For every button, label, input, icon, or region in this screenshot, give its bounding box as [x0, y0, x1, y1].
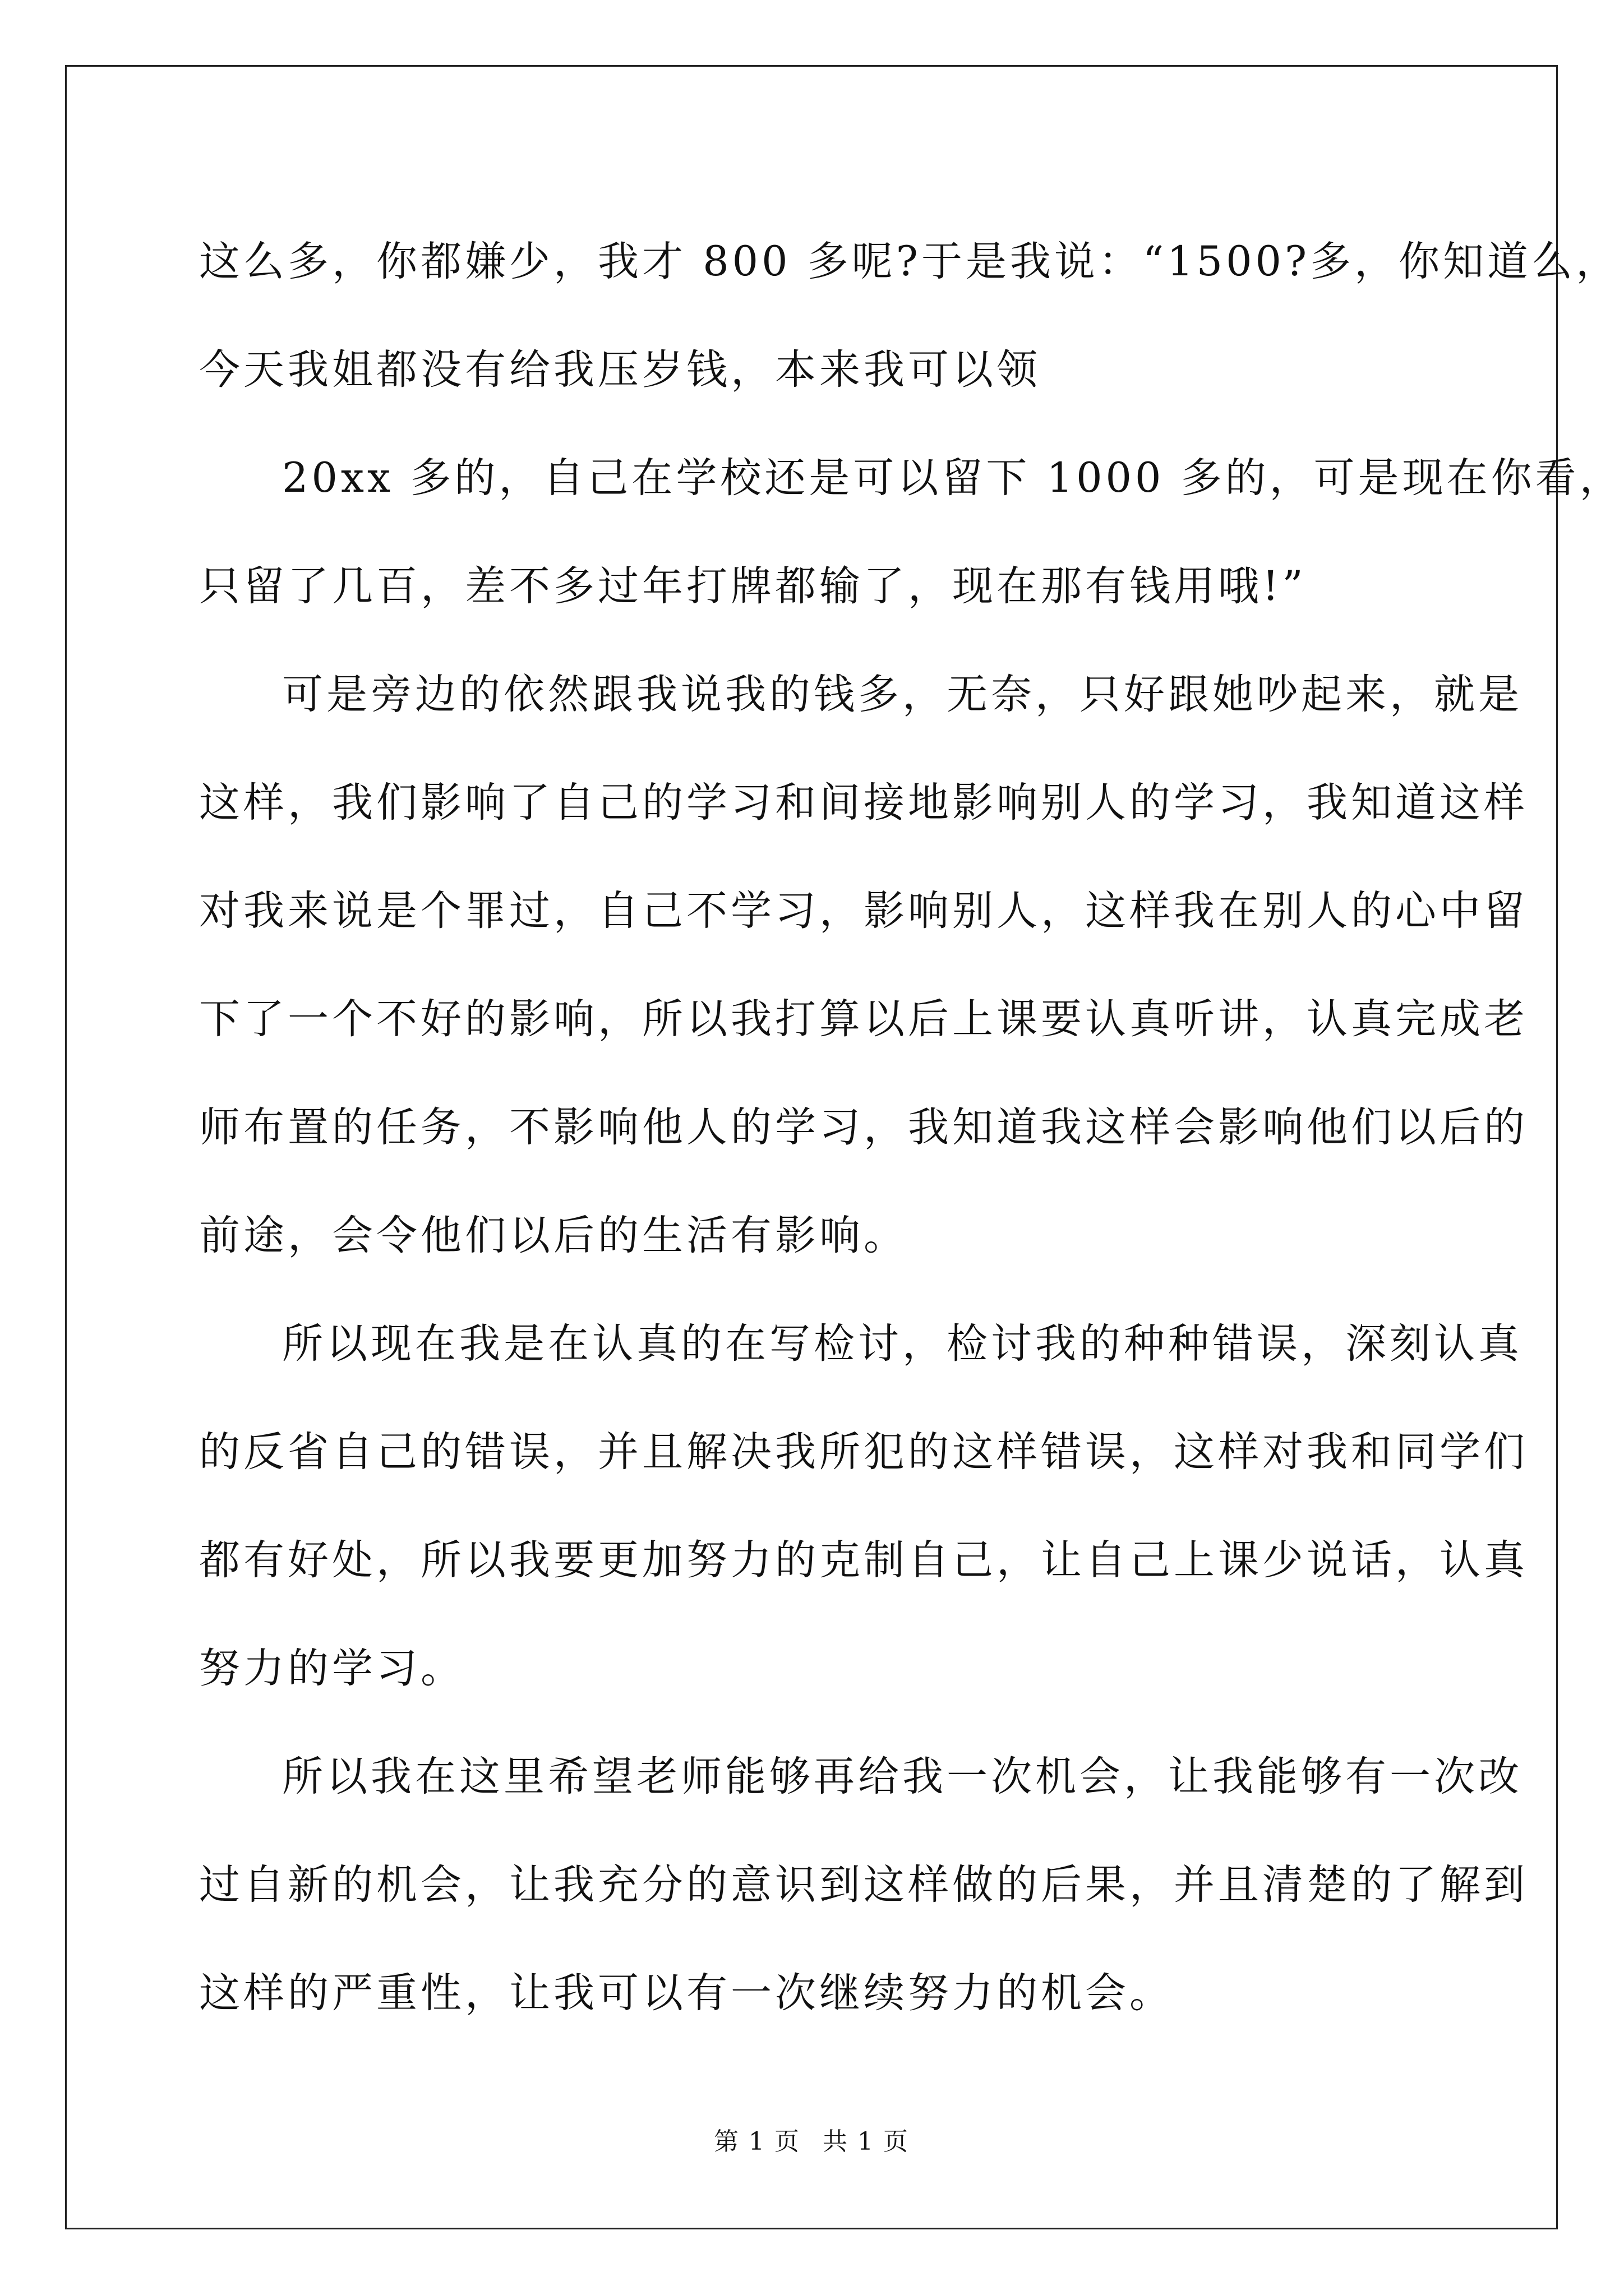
- text-line: 过自新的机会，让我充分的意识到这样做的后果，并且清楚的了解到: [199, 1861, 1528, 1909]
- text-line: 所以我在这里希望老师能够再给我一次机会，让我能够有一次改: [282, 1753, 1522, 1800]
- paragraph-4: [199, 1290, 1528, 1723]
- page-total: 共 1 页: [823, 2127, 909, 2156]
- text-line: 所以现在我是在认真的在写检讨，检讨我的种种错误，深刻认真: [282, 1320, 1522, 1368]
- text-line: 今天我姐都没有给我压岁钱，本来我可以领: [199, 346, 1041, 394]
- text-line: 20xx 多的，自己在学校还是可以留下 1000 多的，可是现在你看，: [282, 454, 1624, 502]
- text-line: 这么多，你都嫌少，我才 800 多呢?于是我说：“1500?多，你知道么，: [199, 238, 1621, 285]
- text-line: 这样的严重性，让我可以有一次继续努力的机会。: [199, 1969, 1174, 2017]
- paragraph-1: [199, 207, 1621, 424]
- text-line: 这样，我们影响了自己的学习和间接地影响别人的学习，我知道这样: [199, 779, 1528, 826]
- paragraph-3: [199, 640, 1528, 1290]
- text-line: 下了一个不好的影响，所以我打算以后上课要认真听讲，认真完成老: [199, 995, 1528, 1043]
- page-footer: [0, 2125, 1623, 2159]
- page-number: 第 1 页: [714, 2127, 800, 2156]
- text-line: 的反省自己的错误，并且解决我所犯的这样错误，这样对我和同学们: [199, 1428, 1528, 1476]
- text-line: 只留了几百，差不多过年打牌都输了，现在那有钱用哦!”: [199, 562, 1307, 610]
- text-line: 前途，会令他们以后的生活有影响。: [199, 1212, 908, 1259]
- document-body: [199, 207, 1624, 2047]
- paragraph-2: [199, 424, 1624, 640]
- text-line: 对我来说是个罪过，自己不学习，影响别人，这样我在别人的心中留: [199, 887, 1528, 935]
- text-line: 都有好处，所以我要更加努力的克制自己，让自己上课少说话，认真: [199, 1536, 1528, 1584]
- text-line: 可是旁边的依然跟我说我的钱多，无奈，只好跟她吵起来，就是: [282, 671, 1522, 718]
- text-line: 努力的学习。: [199, 1645, 465, 1692]
- paragraph-5: [199, 1723, 1528, 2047]
- text-line: 师布置的任务，不影响他人的学习，我知道我这样会影响他们以后的: [199, 1103, 1528, 1151]
